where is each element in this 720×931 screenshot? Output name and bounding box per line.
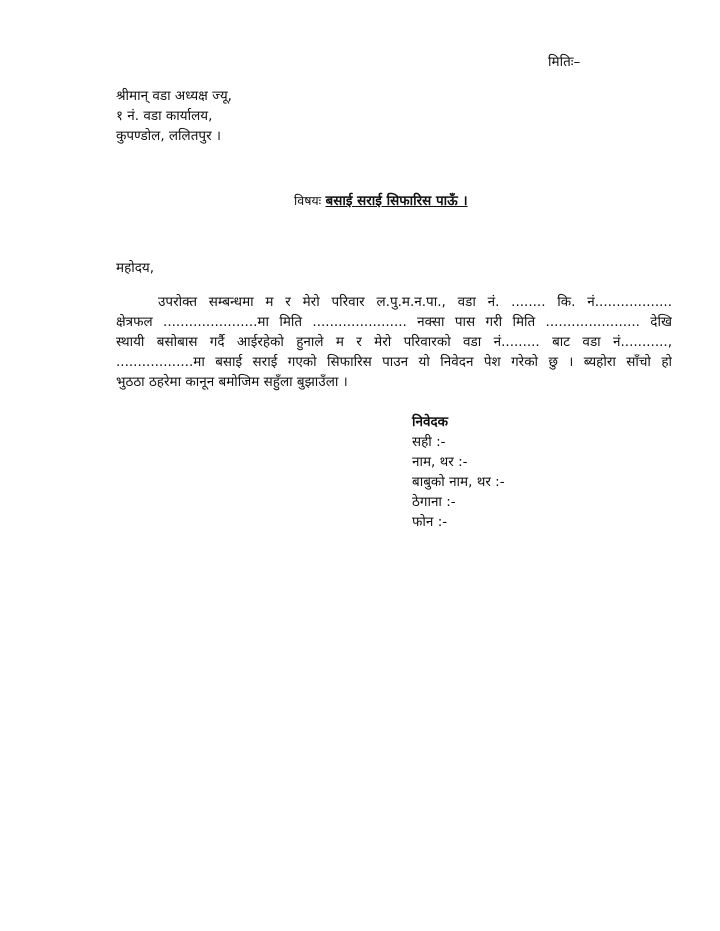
letter-body <box>116 292 672 392</box>
applicant-block <box>412 412 505 532</box>
recipient-line-title: श्रीमान् वडा अध्यक्ष ज्यू, <box>116 88 232 104</box>
subject-text: बसाई सराई सिफारिस पाऊँ । <box>325 193 468 209</box>
body-line-2: क्षेत्रफल ......................मा मिति ...................... नक्सा पास गरी मिति ...................... देखि <box>116 314 672 330</box>
applicant-address-field: ठेगाना :- <box>412 494 456 510</box>
body-line-3: स्थायी बसोबास गर्दै आईरहेको हुनाले म र मेरो परिवारको वडा नं......... बाट वडा नं..........., <box>116 334 672 350</box>
body-line-5: भुठठा ठहरेमा कानून बमोजिम सहुँला बुझाउँला । <box>116 374 348 390</box>
applicant-phone-field: फोन :- <box>412 514 448 530</box>
subject-line <box>294 191 468 211</box>
recipient-line-location: कुपण्डोल, ललितपुर । <box>116 128 221 144</box>
applicant-father-name-field: बाबुको नाम, थर :- <box>412 474 505 490</box>
salutation: महोदय, <box>116 260 155 276</box>
applicant-heading: निवेदक <box>412 414 449 430</box>
body-line-4: ..................मा बसाई सराई गएको सिफारिस पाउन यो निवेदन पेश गरेको छु । ब्यहोरा साँचो हो <box>116 354 672 370</box>
subject-label: विषयः <box>294 193 322 208</box>
date-field: मितिः– <box>548 54 581 70</box>
recipient-line-office: १ नं. वडा कार्यालय, <box>116 108 213 124</box>
applicant-signature-field: सही :- <box>412 434 446 450</box>
applicant-name-field: नाम, थर :- <box>412 454 468 470</box>
body-line-1: उपरोक्त सम्बन्धमा म र मेरो परिवार ल.पु.म.न.पा., वडा नं. ........ कि. नं.................. <box>158 294 672 310</box>
recipient-address <box>116 86 232 146</box>
